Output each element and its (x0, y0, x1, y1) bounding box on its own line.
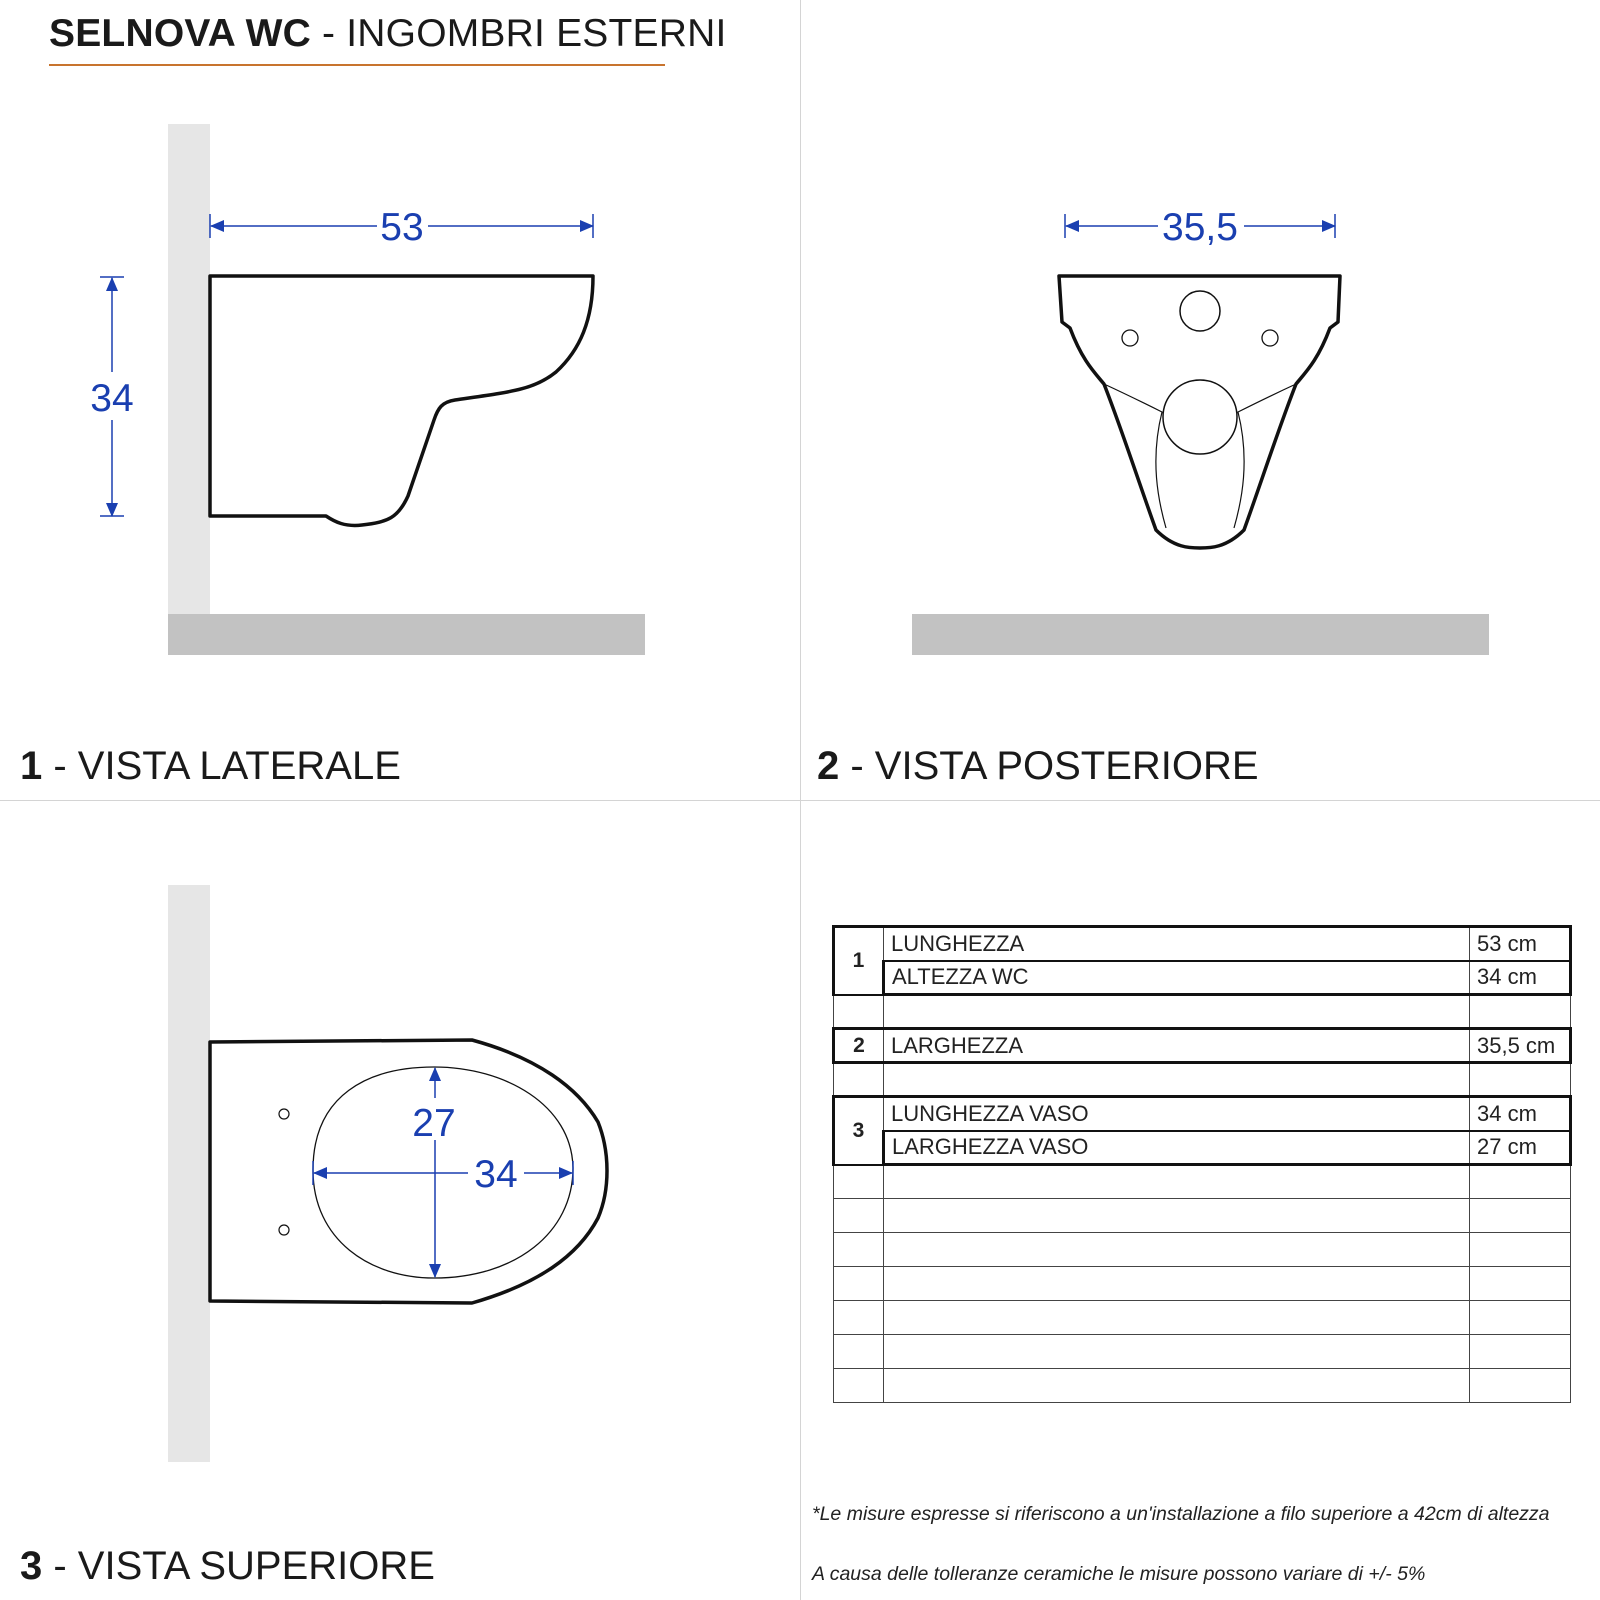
row-label: ALTEZZA WC (884, 961, 1470, 995)
row-label: LUNGHEZZA VASO (884, 1097, 1470, 1131)
table-row (834, 927, 1571, 961)
empty-row (834, 1063, 1571, 1097)
table-group-3 (834, 1097, 1571, 1165)
top-view-drawing (168, 885, 607, 1462)
empty-row (834, 995, 1571, 1029)
table-row (834, 1097, 1571, 1131)
top-fixing-hole-lower (279, 1225, 289, 1235)
row-value: 53 cm (1470, 927, 1571, 961)
row-value: 34 cm (1470, 961, 1571, 995)
table-group-1 (834, 927, 1571, 995)
top-wall (168, 885, 210, 1462)
side-bowl-outline (210, 276, 593, 525)
row-value: 35,5 cm (1470, 1029, 1571, 1063)
empty-row (834, 1233, 1571, 1267)
top-fixing-hole-upper (279, 1109, 289, 1119)
empty-row (834, 1335, 1571, 1369)
empty-row (834, 1267, 1571, 1301)
rear-flush-hole (1180, 291, 1220, 331)
side-height-label: 34 (90, 377, 134, 420)
rear-width-label: 35,5 (1162, 206, 1238, 249)
installation-note: *Le misure espresse si riferiscono a un'installazione a filo superiore a 42cm di altezza (812, 1503, 1550, 1525)
rear-drain-outlet (1163, 380, 1237, 454)
empty-row (834, 1369, 1571, 1403)
view-number-top: 3 (20, 1544, 43, 1588)
row-value: 27 cm (1470, 1131, 1571, 1165)
rear-view-drawing (912, 206, 1489, 655)
top-length-label: 34 (474, 1153, 518, 1196)
view-number-rear: 2 (817, 744, 840, 788)
group-number: 1 (834, 927, 884, 995)
table-row (834, 1131, 1571, 1165)
top-width-label: 27 (412, 1102, 456, 1145)
row-label: LARGHEZZA (884, 1029, 1470, 1063)
side-floor (168, 614, 645, 655)
row-label: LUNGHEZZA (884, 927, 1470, 961)
view-name-top: - VISTA SUPERIORE (42, 1544, 435, 1588)
rear-floor (912, 614, 1489, 655)
dimensions-table (832, 925, 1572, 1403)
view-number-side: 1 (20, 744, 43, 788)
row-label: LARGHEZZA VASO (884, 1131, 1470, 1165)
view-name-side: - VISTA LATERALE (42, 744, 401, 788)
table-row (834, 1029, 1571, 1063)
table-group-2 (834, 1029, 1571, 1063)
rear-fixing-hole-right (1262, 330, 1278, 346)
empty-row (834, 1199, 1571, 1233)
side-wall (168, 124, 210, 614)
view-name-rear: - VISTA POSTERIORE (839, 744, 1259, 788)
rear-fixing-hole-left (1122, 330, 1138, 346)
table-row (834, 961, 1571, 995)
view-label-rear (817, 744, 1259, 789)
row-value: 34 cm (1470, 1097, 1571, 1131)
table-empty-rows (834, 1165, 1571, 1403)
title-subtitle: - INGOMBRI ESTERNI (311, 12, 727, 55)
empty-row (834, 1301, 1571, 1335)
side-length-label: 53 (380, 206, 424, 249)
side-view-drawing (90, 124, 645, 655)
view-label-top (20, 1544, 435, 1589)
tolerance-note: A causa delle tolleranze ceramiche le misure possono variare di +/- 5% (812, 1563, 1426, 1585)
group-number: 3 (834, 1097, 884, 1165)
table-spacer (834, 995, 1571, 1029)
group-number: 2 (834, 1029, 884, 1063)
title-product: SELNOVA WC (49, 12, 311, 55)
table-spacer (834, 1063, 1571, 1097)
view-label-side (20, 744, 401, 789)
empty-row (834, 1165, 1571, 1199)
